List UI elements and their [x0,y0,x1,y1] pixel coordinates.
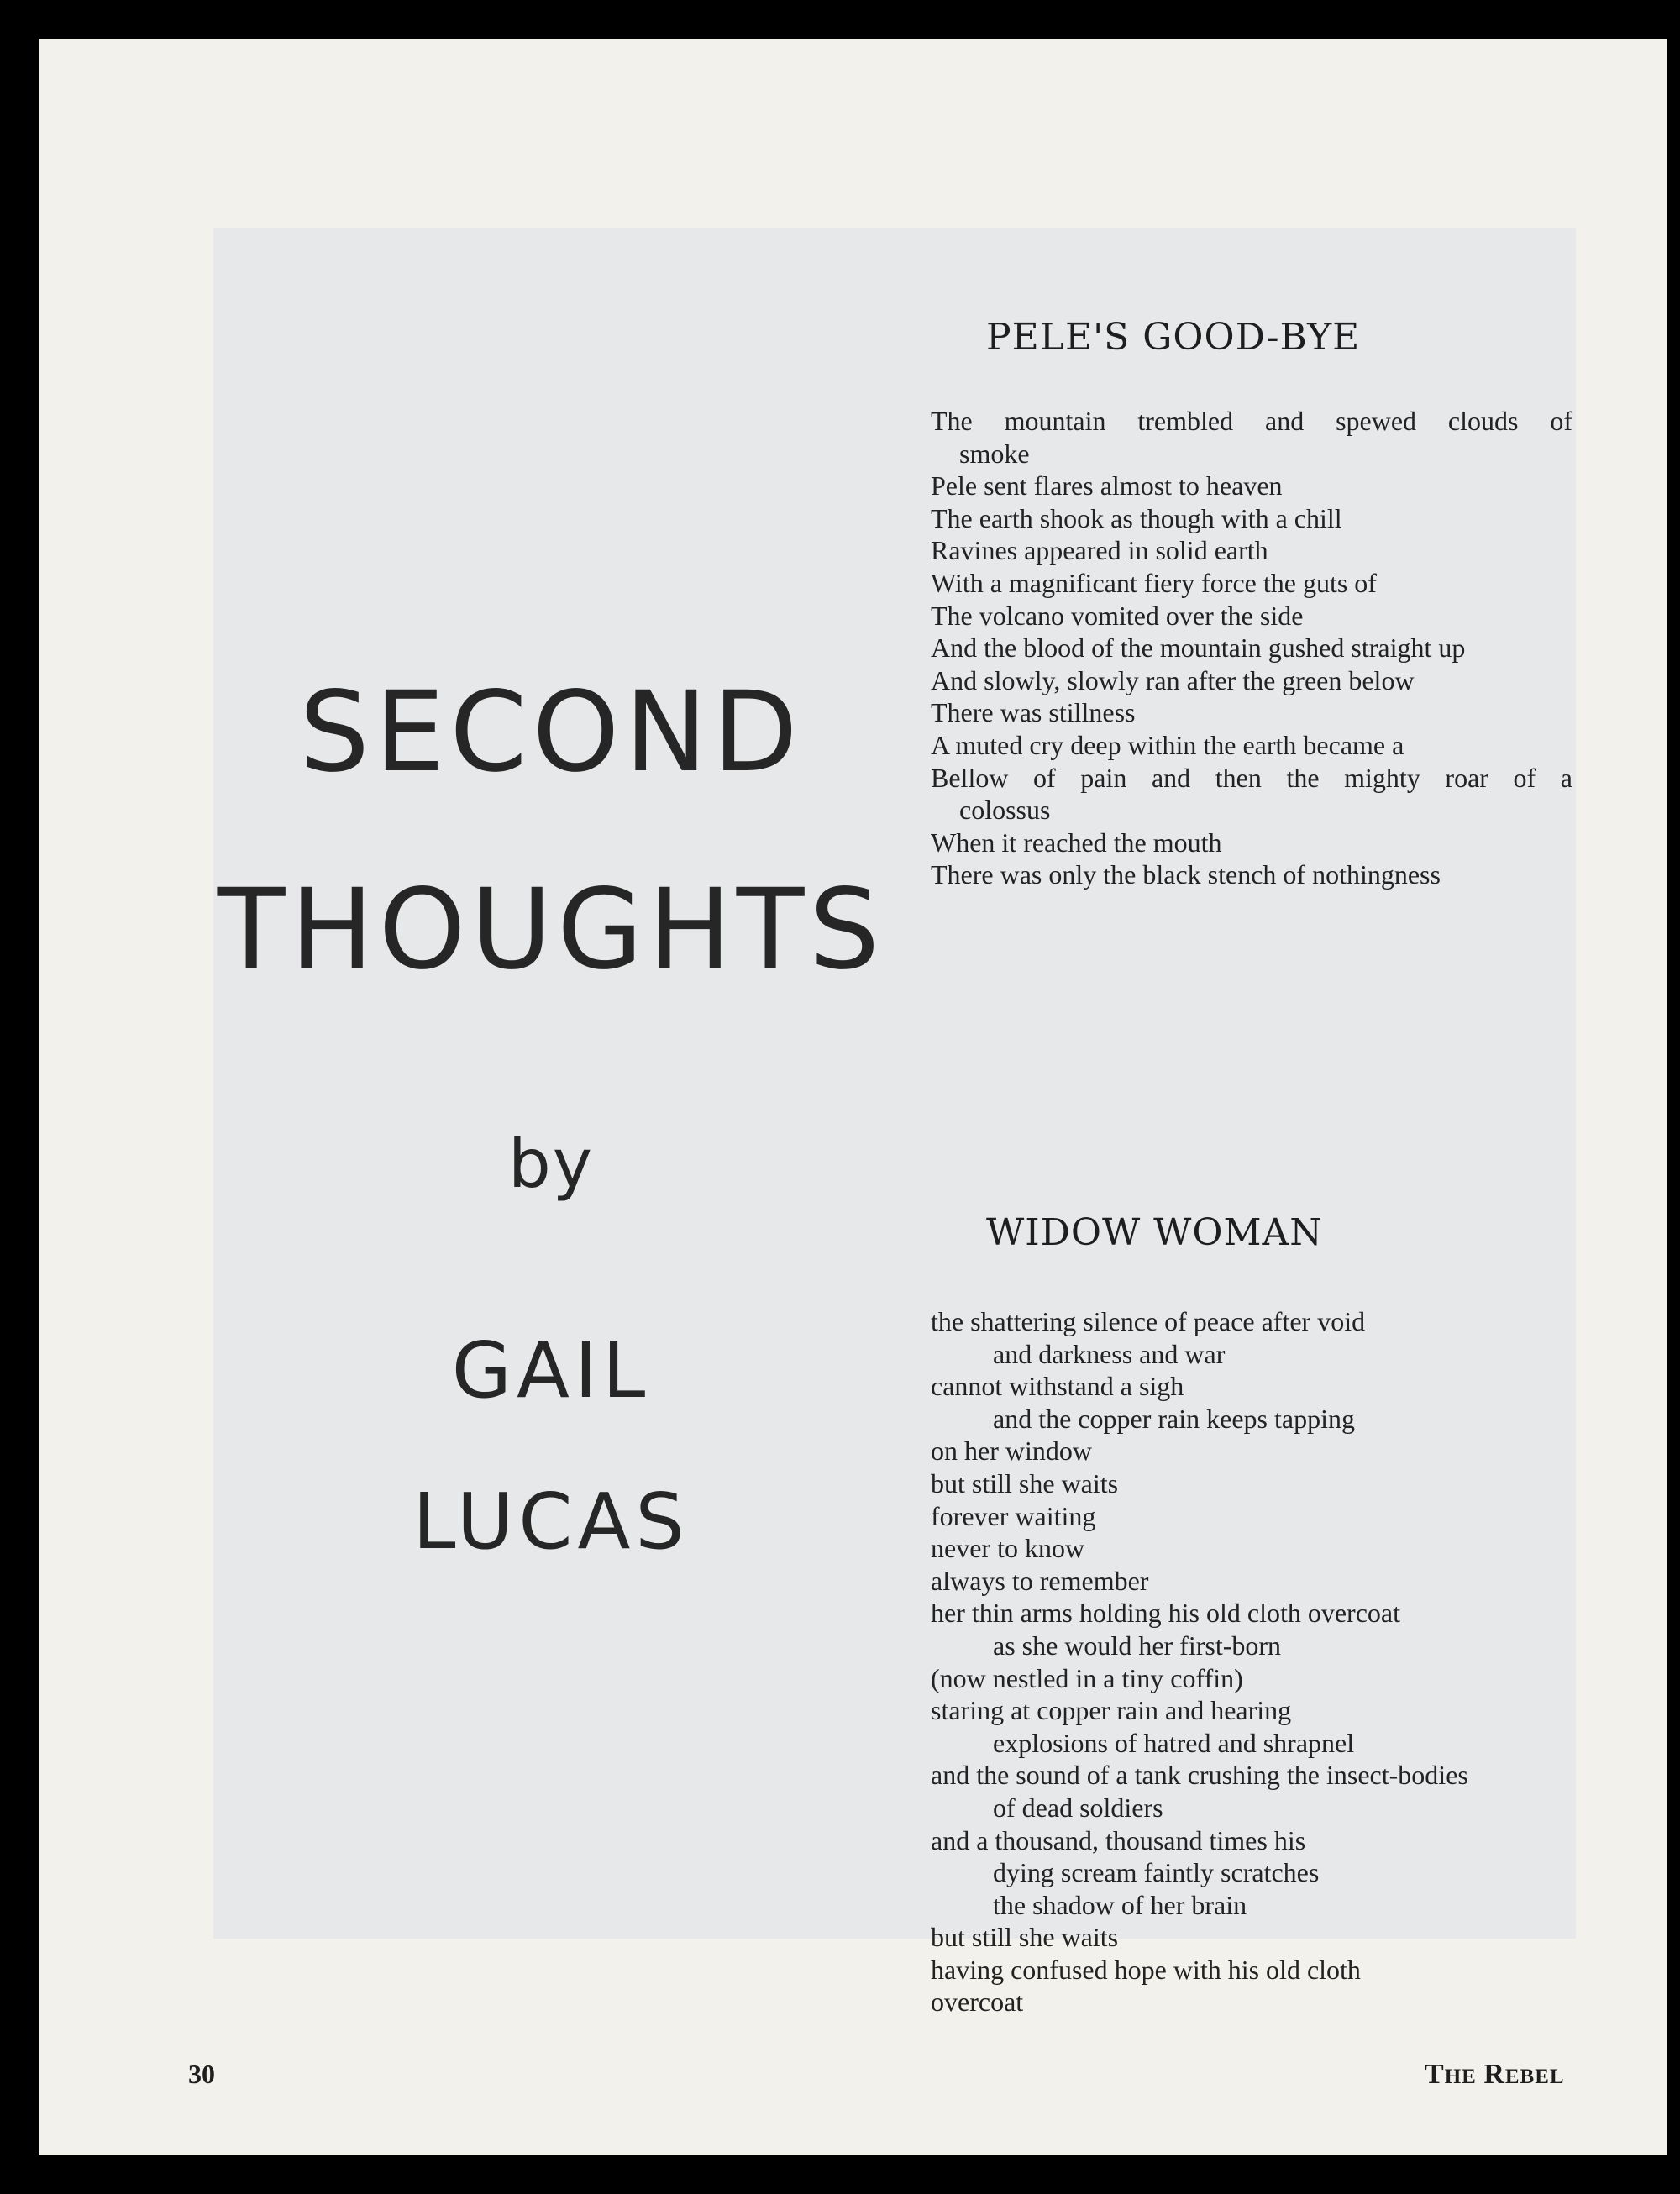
poem-line: (now nestled in a tiny coffin) [931,1662,1243,1693]
feature-author-last: LUCAS [412,1477,690,1567]
poem-line: staring at copper rain and hearing [931,1695,1292,1726]
poem-line: as she would her first-born [993,1630,1282,1661]
poem-line: and the copper rain keeps tapping [993,1403,1355,1434]
poem-line: The earth shook as though with a chill [931,502,1342,533]
page-number: 30 [188,2059,215,2089]
poem-line: A muted cry deep within the earth became a [931,729,1404,760]
poem-line: the shadow of her brain [993,1889,1247,1920]
poem-line: Pele sent flares almost to heaven [931,470,1283,501]
magazine-page [39,39,1667,2155]
poem-line: forever waiting [931,1500,1096,1531]
poem-line: her thin arms holding his old cloth overcoat [931,1598,1400,1629]
feature-title-line1: SECOND [299,668,803,797]
poem-line: When it reached the mouth [931,827,1222,858]
poem-line: The volcano vomited over the side [931,600,1304,631]
poem-line: always to remember [931,1565,1149,1596]
poem-line: There was only the black stench of nothingness [931,859,1441,890]
poem-line: overcoat [931,1987,1024,2018]
poem-line: and darkness and war [993,1338,1226,1369]
poem-line: colossus [959,795,1051,826]
poem-widow-woman [931,1305,1603,2018]
poem-title-peles-good-bye: PELE'S GOOD-BYE [986,316,1361,359]
poem-line: Ravines appeared in solid earth [931,535,1268,566]
feature-author-first: GAIL [451,1325,651,1415]
poem-line: explosions of hatred and shrapnel [993,1727,1355,1758]
poem-line: the shattering silence of peace after void [931,1306,1366,1336]
poem-line: dying scream faintly scratches [993,1857,1320,1888]
poem-line: on her window [931,1436,1092,1467]
poem-line: There was stillness [931,697,1136,728]
poem-line: smoke [959,438,1030,469]
poem-line: never to know [931,1533,1085,1564]
publication-name: THE REBEL [1425,2059,1565,2090]
poem-line: but still she waits [931,1467,1119,1499]
feature-byline-by: by [507,1125,595,1203]
poem-line: and the sound of a tank crushing the insect-bodies [931,1760,1468,1791]
poem-peles-good-bye [931,405,1603,891]
poem-title-widow-woman: WIDOW WOMAN [986,1211,1323,1254]
poem-line: and a thousand, thousand times his [931,1824,1306,1855]
poem-line: but still she waits [931,1922,1119,1953]
poem-line: With a magnificant fiery force the guts of [931,567,1377,598]
poem-line: The mountain trembled and spewed clouds of [931,406,1572,436]
poem-line: of dead soldiers [993,1792,1163,1823]
poem-line: And slowly, slowly ran after the green below [931,664,1415,695]
feature-title-line2: THOUGHTS [217,865,885,995]
poem-line: And the blood of the mountain gushed straight up [931,632,1466,664]
poem-line: Bellow of pain and then the mighty roar of a [931,762,1572,793]
poem-line: cannot withstand a sigh [931,1371,1184,1402]
poem-line: having confused hope with his old cloth [931,1954,1361,1985]
